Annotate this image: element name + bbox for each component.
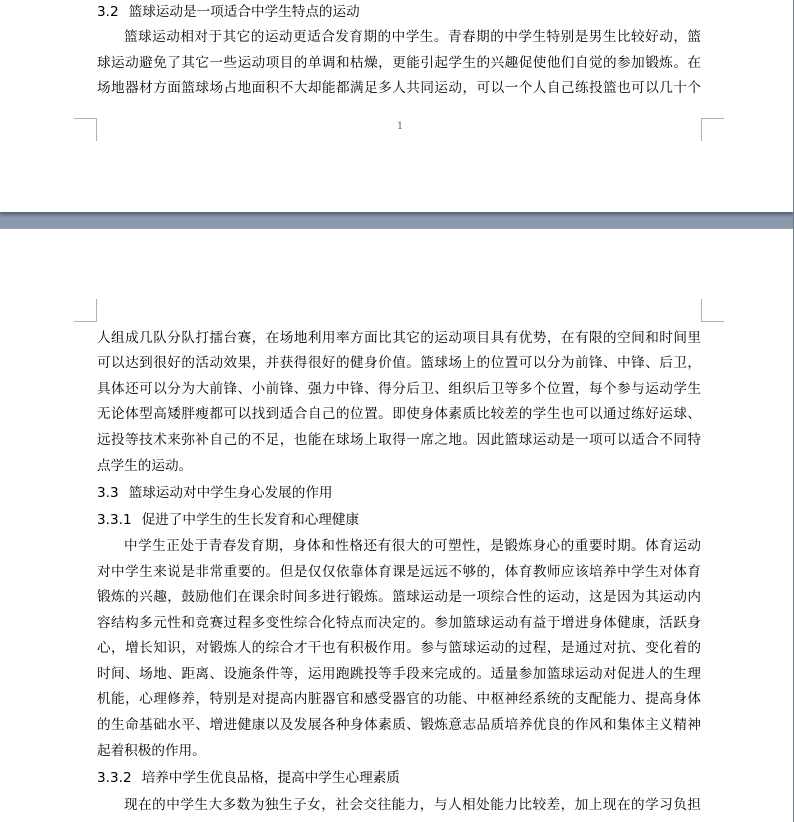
section-heading-3-2 [97, 0, 701, 24]
paragraph-line: 远投等技术来弥补自己的不足，也能在球场上取得一席之地。因此篮球运动是一项可以适合不同特 [97, 432, 701, 448]
section-number: 3.3.2 [97, 770, 132, 786]
section-title: 篮球运动是一项适合中学生特点的运动 [128, 4, 360, 20]
section-heading-3-3-1 [97, 508, 701, 532]
paragraph-line: 现在的中学生大多数为独生子女，社会交往能力，与人相处能力比较差，加上现在的学习负担 [124, 797, 701, 813]
margin-corner-mark [74, 118, 97, 141]
section-number: 3.3.1 [97, 512, 132, 528]
section-title: 篮球运动对中学生身心发展的作用 [128, 485, 333, 501]
paragraph-line: 人组成几队分队打擂台赛，在场地利用率方面比其它的运动项目具有优势，在有限的空间和时间里 [97, 330, 701, 346]
document-page-1[interactable] [0, 0, 794, 213]
paragraph-line: 起着积极的作用。 [97, 743, 206, 759]
paragraph-line: 场地器材方面篮球场占地面积不大却能都满足多人共同运动，可以一个人自己练投篮也可以几十个 [97, 80, 701, 96]
section-heading-3-3 [97, 481, 701, 505]
margin-corner-mark [74, 299, 97, 322]
page-number: 1 [396, 121, 404, 132]
section-number: 3.2 [97, 4, 119, 20]
paragraph-line: 容结构多元性和竞赛过程多变性综合化特点而决定的。参加篮球运动有益于增进身体健康，活跃身 [97, 615, 701, 631]
section-heading-3-3-2 [97, 766, 701, 790]
paragraph-line: 篮球运动相对于其它的运动更适合发育期的中学生。青春期的中学生特别是男生比较好动，篮 [124, 29, 701, 45]
paragraph-line: 时间、场地、距离、设施条件等，运用跑跳投等手段来完成的。适量参加篮球运动对促进人的生理 [97, 666, 701, 682]
section-title: 促进了中学生的生长发育和心理健康 [141, 512, 360, 528]
margin-corner-mark [701, 299, 724, 322]
document-page-2[interactable] [0, 228, 794, 822]
paragraph-line: 无论体型高矮胖瘦都可以找到适合自己的位置。即使身体素质比较差的学生也可以通过练好运球、 [97, 406, 701, 422]
paragraph-line: 锻炼的兴趣，鼓励他们在课余时间多进行锻炼。篮球运动是一项综合性的运动，这是因为其运动内 [97, 589, 701, 605]
paragraph-line: 具体还可以分为大前锋、小前锋、强力中锋、得分后卫、组织后卫等多个位置，每个参与运动学生 [97, 381, 701, 397]
paragraph-line: 中学生正处于青春发育期，身体和性格还有很大的可塑性，是锻炼身心的重要时期。体育运动 [124, 538, 701, 554]
paragraph-line: 点学生的运动。 [97, 458, 193, 474]
section-number: 3.3 [97, 485, 119, 501]
paragraph-line: 可以达到很好的活动效果，并获得很好的健身价值。篮球场上的位置可以分为前锋、中锋、后卫， [97, 355, 701, 371]
paragraph-line: 心，增长知识，对锻炼人的综合才干也有积极作用。参与篮球运动的过程，是通过对抗、变化着的 [97, 640, 701, 656]
paragraph-line: 的生命基础水平、增进健康以及发展各种身体素质、锻炼意志品质培养优良的作风和集体主义精神 [97, 717, 701, 733]
paragraph-line: 对中学生来说是非常重要的。但是仅仅依靠体育课是远远不够的，体育教师应该培养中学生对体育 [97, 564, 701, 580]
margin-corner-mark [701, 118, 724, 141]
section-title: 培养中学生优良品格，提高中学生心理素质 [141, 770, 400, 786]
paragraph-line: 球运动避免了其它一些运动项目的单调和枯燥，更能引起学生的兴趣促使他们自觉的参加锻炼。在 [97, 55, 701, 71]
paragraph-line: 机能，心理修养，特别是对提高内脏器官和感受器官的功能、中枢神经系统的支配能力、提高身体 [97, 691, 701, 707]
